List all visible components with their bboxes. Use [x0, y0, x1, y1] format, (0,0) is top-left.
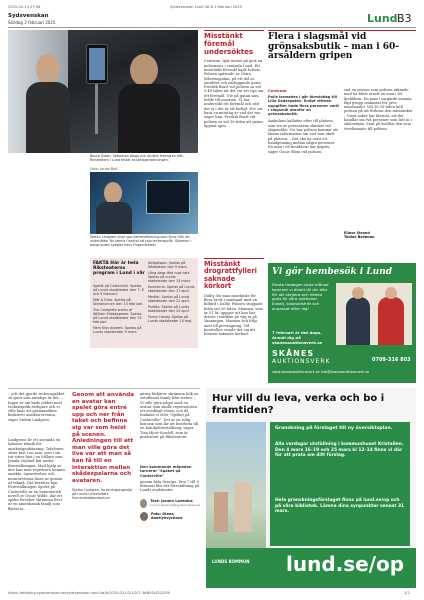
fakta-item: The Complete works of William Shakespeare. Spelas på Lunds stadsteater den 25 februari.	[93, 308, 142, 324]
avatar	[140, 512, 148, 521]
ad-title: Vi gör hembesök i Lund	[272, 267, 393, 277]
article-headline: Misstänkt föremål undersöktes	[204, 32, 254, 56]
ad-url[interactable]: lund.se/op	[286, 552, 405, 576]
paper-name: Sydsvenskan	[8, 13, 49, 19]
issue-date: Söndag 2 februari 2025	[8, 20, 56, 25]
article-place: Centrum	[268, 88, 287, 93]
fakta-list	[93, 284, 145, 334]
quote-attribution: Stefan Lindgren, forskningsingenjör på Lunds universitets humanistlaboratorium	[72, 488, 133, 501]
person-body	[26, 82, 70, 153]
byline-email[interactable]: jorunn.lavenius@sydsvenskan.se	[150, 503, 200, 508]
fakta-item: Kusinerna. Spelas på Lunds stadsteater den 17 april.	[148, 285, 195, 293]
rig-arm	[95, 84, 98, 134]
article-headline: Misstänkt drograttfylleri saknade körkort	[204, 260, 257, 291]
quote-text: Genom att använda en avatar kan spelet göra entré upp och ner från taket och befinna sig var som helst på scenen. Anledningen till att man ville göra det live var att man så kan få till en interaktion mellan skådespelarna och avataren.	[72, 392, 134, 484]
fakta-item: Spelet på Casterville. Spelas på Lunds stadsteater den 7, 8 och 9 februari.	[93, 284, 144, 296]
author: Tobias Bartman	[344, 235, 375, 239]
ad-logo: LUNDS KOMMUN	[212, 559, 250, 564]
article-body: gärna förkärer skrämma folk en veteffenad familj från staten. – Vi ville göra något med en avatar som skulle representera ett overkligt väsen, och då funkade vi eller "Spöket på Casterville". Det är en rolig historia som lår att bearbeta till en familjeföreställning, säger Tina Hjort-Susdell, som är producent på Riksteatern.	[140, 392, 199, 439]
ad-body: Första fredagen varje månad kommer vi direkt till din dörr för att värdera och hämta gods till våra auktioner. Enkelt, kostnadsfritt och anpassat efter dig!	[272, 282, 329, 311]
article-suspicious-object	[204, 30, 264, 252]
article-lead: Polis larmades i går förmiddag till Lilla Södergatan. Enligt vittnen uppgifter hade flera personer varit i slagsmål utanför en grönsaksbutik.	[268, 95, 339, 117]
article-headline: Flera i slagsmål vid grönsaksbutik – man i 60-årsåldern gripen	[268, 32, 400, 62]
ad-photo	[336, 283, 412, 345]
ad-phone: 0709-316 803	[372, 357, 411, 363]
pull-quote	[72, 392, 134, 500]
article-avatar-col3	[140, 392, 200, 521]
article-body: – och det gjorde teckenspråket så sjunt som antalige är det. – Ingen er om bade jobbet med teckenspråk rörligare och vi ville knar att grammatiken beskrivet ansiktsröresrna, säger Stefan Lindgren.	[8, 392, 65, 422]
fakta-box	[90, 258, 198, 348]
ad-dates: 7 februari är det dags. Anmäl dig på skanesauktionsverk.se	[272, 330, 323, 345]
byline-photo: Foto: Olena Andriyevychova	[150, 512, 183, 521]
ad-home-visit[interactable]	[268, 263, 416, 383]
screen-display	[146, 180, 190, 214]
fakta-item: Mitt & Edra. Spelas på Stenbrunnen den 13 februari.	[93, 298, 144, 306]
ad-info-box	[270, 422, 410, 546]
byline-text: Text: Jorunn Lavenius	[150, 499, 193, 504]
ad-footer-bar	[206, 548, 416, 588]
person-face	[36, 54, 60, 84]
second-photo	[90, 172, 198, 234]
avatar	[140, 499, 147, 508]
article-drunk-driving	[204, 258, 264, 378]
ad-brand-sub: AUKTIONSVERK	[272, 358, 331, 365]
print-url: https://etidning.sydsvenskan.se/sydsvenskan-lund-4a/b/2025-02-02/1/2/1.3#805/432/209	[8, 591, 170, 595]
person-face-2	[130, 54, 158, 86]
photo-caption: Bosse Östen, Sebastian Waga och Anders Holmgren från Riksteatern i Lund testar ansiktsigenkänningen.	[90, 154, 184, 162]
ad-box-body-2: Hela granskningsförslaget finns på lund.se/op och på våra bibliotek. Lämna dina synpunkter senast 31 mars.	[275, 498, 405, 515]
fakta-item: Fanny Honey. Spelas på Lunds stadsteater 10 maj.	[148, 315, 193, 323]
article-body: Ambulans kallades efter till platsen, som tre av personerna skadats vid slagsmålet. Nu har polisen kommit att lämna information om vad som skett på platsen. – Det ska ha varit ett handgemäng mellan några personer. En man i 60-årsåldern har gripits, säger Oscar Blom vid polisen.	[268, 119, 338, 154]
ad-box-body: Alla vardagar utställning i kommunhuset Kristallen. Den 4 mars 16–19 och 25 mars kl 12–14 finns vi där för att prata om ditt förslag.	[275, 442, 404, 459]
article-avatar-col1	[8, 392, 66, 568]
article-body: Dalby. En man misstänks för flera brott i samband med en bilfärd i Dalby. Polisen stoppade bilen vid 20-tiden. Mannen, som är 51 år, uppgav att han har drivits i trafiken på väg in på Vanningen. Mannen fick följa med till provtagning. Vid kontrollen visade det sig att föraren saknade körkort.	[204, 293, 263, 337]
main-photo	[8, 30, 198, 153]
article-body: Centrum. Igår morse på gick en polisinsats i centrala Lund. Ett misstänkt föremål hade hittats. Polisen spärrade av Östra Mårtensgatan, på ett del av området och närliggande gator. Fredrik Bratt vid polisen sa vid 9.40-tiden att det var ett tips om ett föremål. Ute på gatan som ledde till insatsen. Vi har undersökt ett föremål och sätt det ej i det är ett farligt. Det var bara en misstag av vad det var, säger han. Fredrik Bratt vid polisen sa vid 10-tiden att gatan öppnat igen.	[204, 59, 264, 128]
fakta-item: Nattgäspar. Spelas på Nätteatern den 9 mars.	[148, 261, 188, 269]
person-body-2	[118, 84, 180, 153]
article-body: genom hela Sverige. Den 7 till 9 februari blir det föreställning på Lunds stadsteater.	[140, 479, 200, 493]
masthead-rule	[8, 27, 416, 28]
page-number: B3	[397, 12, 412, 25]
ad-headline: Hur vill du leva, verka och bo i framtiden?	[212, 393, 385, 416]
ad-brand: SKÅNES	[272, 349, 315, 358]
phone-on-rig	[86, 44, 108, 84]
author: Elinor Strand	[344, 231, 370, 235]
ad-web: www.skanesauktionsverk.se info@skanesauktionsverk.se	[272, 370, 370, 374]
fakta-item: Pueblo. Spelas på Lunds stadsteater den 24 april.	[148, 305, 190, 313]
print-header: Sydsvenskan Lund 4A B 2 februari 2025	[170, 5, 243, 9]
fakta-item: Hem Kiss student. Spelas på Lunds stadsteater 9 mars.	[93, 326, 142, 334]
ad-illustration	[206, 422, 266, 562]
fakta-item: Medlet. Spelas på Lunds stadsteater den 22 april.	[148, 295, 190, 303]
article-body-col2: vad en person som polisen räknade med ha blivit utsatt en man i 60-årsåldern. En man i sargärde samma lågt grupp omkastat för grov misshandel. Vid 18.55-tiden höll polisen på att förhöra den misstänkte. – Vissa saker har klarnat, att det handlar om två personer som lätt in i sköterskan. Sent på kvällen den som överlämnats till polisen.	[344, 88, 414, 131]
photo-caption-2: Stefan Lindgren visar upp kamerafilmning som finns från ett underlättar för Jamila Osalind att tala teckenspråk. Skärmen i bakgrunden speglar hans Fingerrörelser.	[90, 235, 192, 247]
photo-credit: Foto: Jonas Bell	[90, 167, 118, 171]
article-body: Lindgrens liv ett använda en Iphones teknik för ansiktsigenkänning. Telefonen sitter fast i en arm, som i sin tur sitter fast i en hållare som Jamila Osalind bär under föreställningen. Med hjälp av den kan man registrera hennes ansikte, ögonrörelser och munrörelsena läses av genom AI-teknik. Det berättar hon. Föreställningen Spelet på Casterville är en humoristisk novell av Oscar Wilde, där ett spöke försöker skrämma livet ur en amerikansk familj som flyttat in.	[8, 438, 66, 511]
fakta-item: Lång dags färd mot natt. Spelas på Lunds stadsteater den 13 mars.	[148, 271, 191, 283]
section-name: Lund	[367, 12, 398, 25]
print-page-count: 2/2	[404, 591, 410, 595]
ad-overview-plan[interactable]	[206, 388, 416, 588]
ad-box-title: Granskning på förslaget till ny översiktsplan.	[275, 426, 393, 431]
article-fight	[268, 30, 416, 260]
fakta-title: FAKTA Här är hela Riksteaterns program i Lund i vår	[93, 261, 145, 277]
article-subhead: Den kommande månaden turnerar "Spöket på Canterville"	[140, 465, 192, 478]
fakta-list-2	[148, 261, 196, 323]
print-timestamp: 2025-02-13 07:36	[8, 5, 41, 9]
